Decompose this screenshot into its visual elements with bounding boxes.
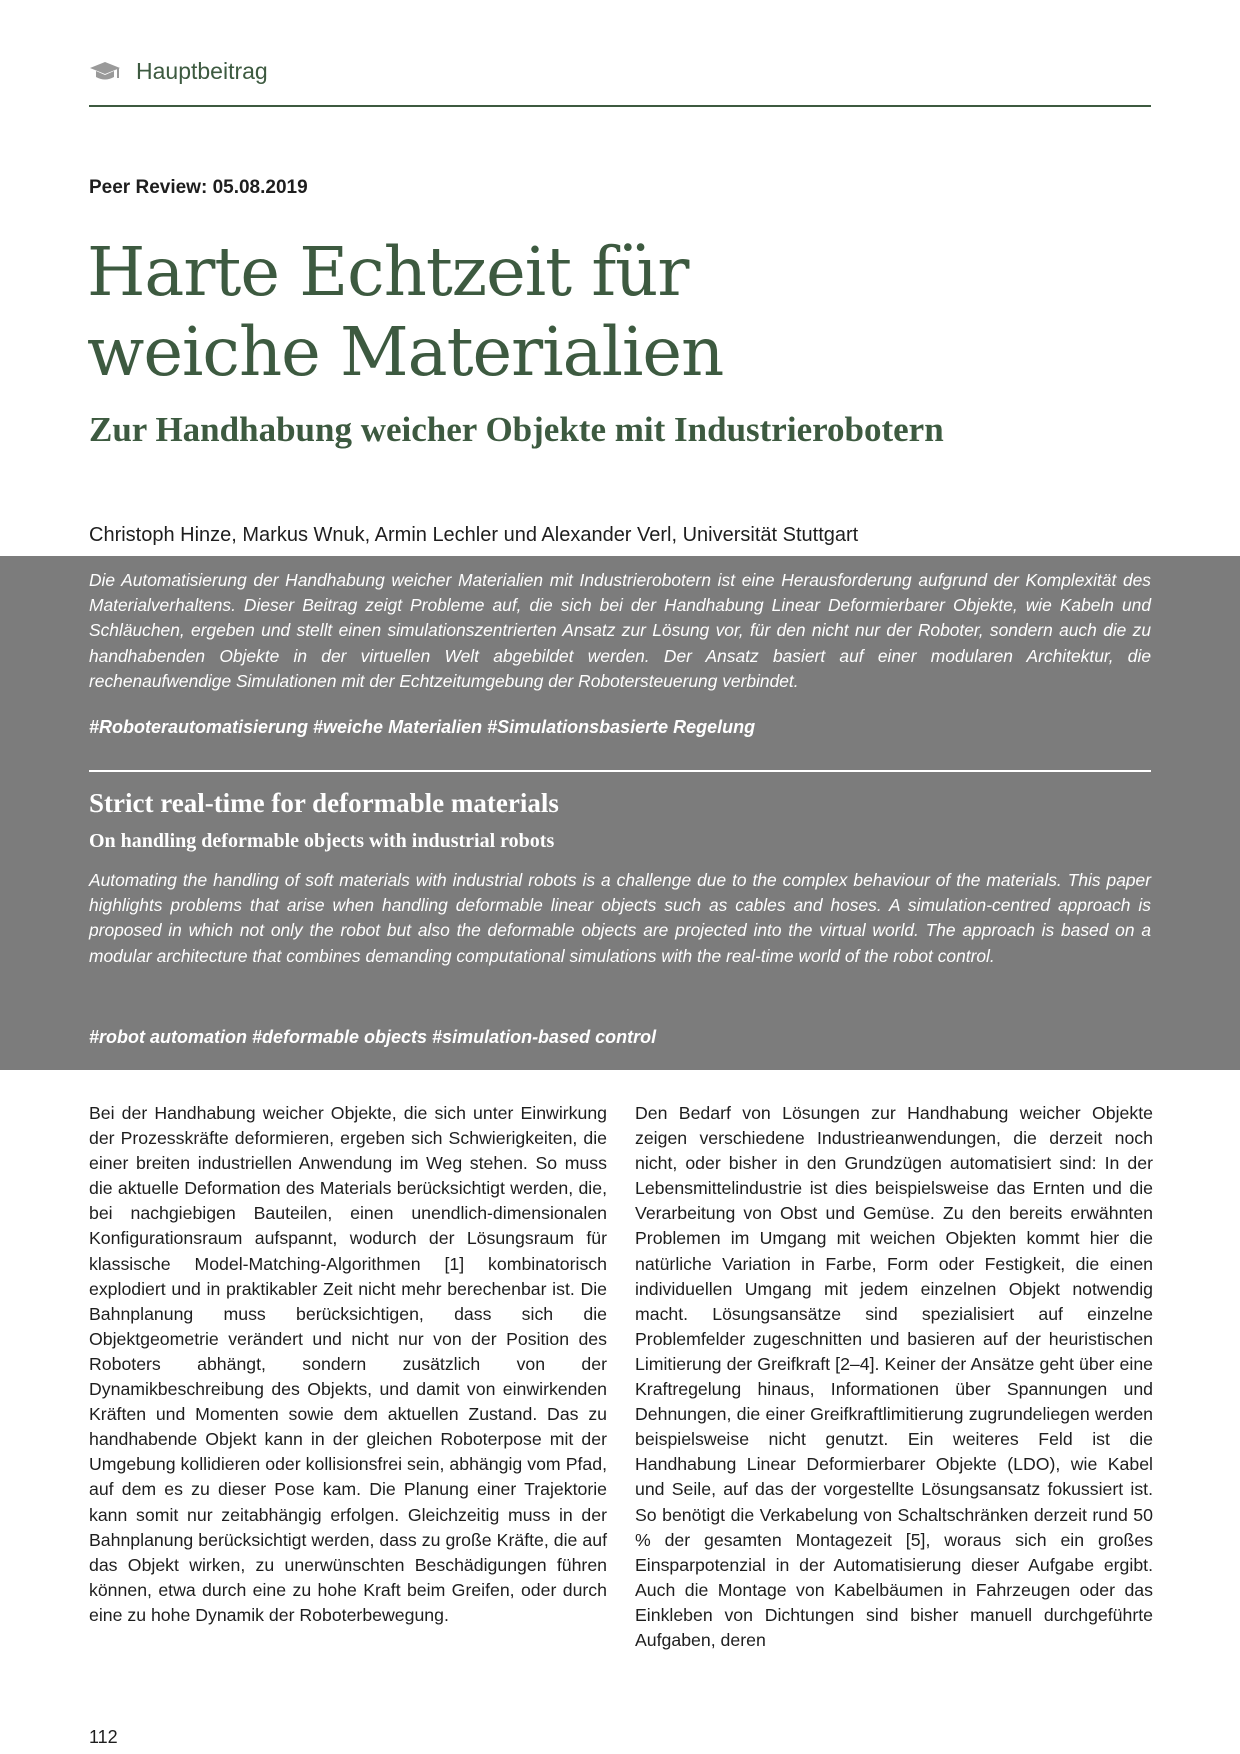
author-list: Christoph Hinze, Markus Wnuk, Armin Lechler und Alexander Verl, Universität Stuttgart xyxy=(89,524,859,546)
peer-review-date: Peer Review: 05.08.2019 xyxy=(89,177,308,198)
english-subtitle: On handling deformable objects with industrial robots xyxy=(89,830,555,852)
body-column-left: Bei der Handhabung weicher Objekte, die sich unter Einwirkung der Prozesskräfte deformieren, ergeben sich Schwierigkeiten, die einer breiten industriellen Anwendung im Weg stehen. So muss die aktuelle Deformation des Materials berücksichtigt werden, die, bei nachgiebigen Bauteilen, einen unendlich-dimensionalen Konfigurationsraum aufspannt, wodurch der Lösungsraum für klassische Model-Matching-Algorithmen [1] kombinatorisch explodiert und in praktikabler Zeit nicht mehr berechenbar ist. Die Bahnplanung muss berücksichtigen, dass sich die Objektgeometrie verändert und nicht nur von der Position des Roboters abhängt, sondern zusätzlich von der Dynamikbeschreibung des Objekts, und damit von einwirkenden Kräften und Momenten sowie dem aktuellen Zustand. Das zu handhabende Objekt kann in der gleichen Roboterpose mit der Umgebung kollidieren oder kollisionsfrei sein, abhängig vom Pfad, auf dem es zu dieser Pose kam. Die Planung einer Trajektorie kann somit nur zeitabhängig erfolgen. Gleichzeitig muss in der Bahnplanung berücksichtigt werden, dass zu große Kräfte, die auf das Objekt wirken, zu unerwünschten Beschädigungen führen können, etwa durch eine zu hohe Kraft beim Greifen, oder durch eine zu hohe Dynamik der Roboterbewegung. xyxy=(89,1103,607,1625)
header-divider xyxy=(89,105,1151,107)
keywords-english: #robot automation #deformable objects #simulation-based control xyxy=(89,1027,657,1047)
keywords-german: #Roboterautomatisierung #weiche Materialien #Simulationsbasierte Regelung xyxy=(89,717,756,737)
section-label: Hauptbeitrag xyxy=(136,58,268,84)
abstract-divider xyxy=(89,770,1151,772)
article-title xyxy=(87,232,987,392)
body-column-right: Den Bedarf von Lösungen zur Handhabung weicher Objekte zeigen verschiedene Industrieanwendungen, die derzeit noch nicht, oder bisher in den Grundzügen automatisiert sind: In der Lebensmittelindustrie ist dies beispielsweise das Ernten und die Verarbeitung von Obst und Gemüse. Zu den bereits erwähnten Problemen im Umgang mit weichen Objekten kommt hier die natürliche Variation in Farbe, Form oder Festigkeit, die einen individuellen Umgang mit jedem einzelnen Objekt notwendig macht. Lösungsansätze sind spezialisiert auf einzelne Problemfelder zugeschnitten und basieren auf der heuristischen Limitierung der Greifkraft [2–4]. Keiner der Ansätze geht über eine Kraftregelung hinaus, Informationen über Spannungen und Dehnungen, die einer Greifkraftlimitierung zugrundeliegen werden beispielsweise nicht genutzt. Ein weiteres Feld ist die Handhabung Linear Deformierbarer Objekte (LDO), wie Kabel und Seile, auf das der vorgestellte Lösungsansatz fokussiert ist. So benötigt die Verkabelung von Schaltschränken derzeit rund 50 % der gesamten Montagezeit [5], woraus sich ein großes Einsparpotenzial in der Automatisierung dieser Aufgabe ergibt. Auch die Montage von Kabelbäumen in Fahrzeugen oder das Einkleben von Dichtungen sind bisher manuell durchgeführte Aufgaben, deren xyxy=(635,1103,1153,1650)
title-line-1: Harte Echtzeit für xyxy=(87,233,689,311)
abstract-english: Automating the handling of soft materials with industrial robots is a challenge due to the complex behaviour of the materials. This paper highlights problems that arise when handling deformable linear objects such as cables and hoses. A simulation-centred approach is proposed in which not only the robot but also the deformable objects are projected into the virtual world. The approach is based on a modular architecture that combines demanding computational simulations with the real-time world of the robot control. xyxy=(89,870,1151,966)
title-line-2: weiche Materialien xyxy=(87,313,724,391)
page-number: 112 xyxy=(89,1727,118,1747)
article-subtitle: Zur Handhabung weicher Objekte mit Industrierobotern xyxy=(89,410,944,449)
abstract-german: Die Automatisierung der Handhabung weicher Materialien mit Industrierobotern ist eine Herausforderung aufgrund der Komplexität des Materialverhaltens. Dieser Beitrag zeigt Probleme auf, die sich bei der Handhabung Linear Deformierbarer Objekte, wie Kabeln und Schläuchen, ergeben und stellt einen simulationszentrierten Ansatz zur Lösung vor, für den nicht nur der Roboter, sondern auch die zu handhabenden Objekte in der virtuellen Welt abgebildet werden. Der Ansatz basiert auf einer modularen Architektur, die rechenaufwendige Simulationen mit der Echtzeitumgebung der Robotersteuerung verbindet. xyxy=(89,570,1151,691)
section-header xyxy=(89,56,1151,106)
english-title: Strict real-time for deformable materials xyxy=(89,788,559,818)
graduation-cap-icon xyxy=(89,60,121,84)
